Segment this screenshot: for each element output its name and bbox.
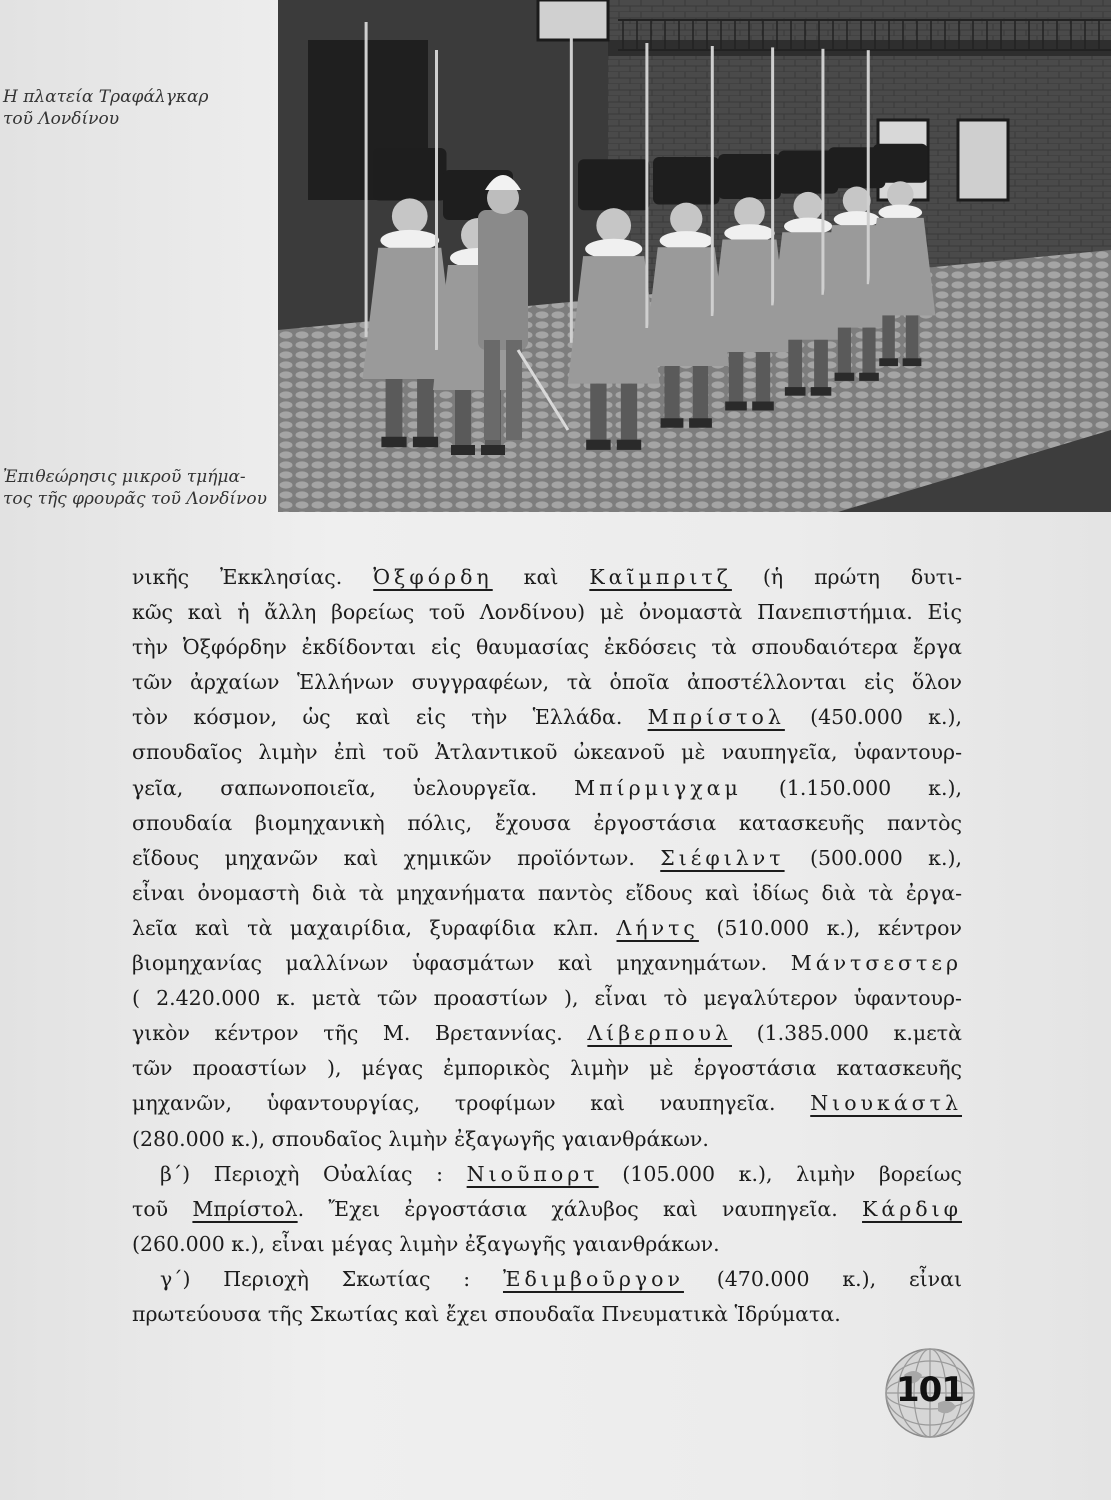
text-segment: . Ἔχει ἐργοστάσια χάλυβος καὶ ναυπηγεῖα.	[297, 1196, 863, 1221]
text-segment: σπουδαία βιομηχανικὴ πόλις, ἔχουσα ἐργοστάσια κατασκευῆς παντὸς	[132, 810, 962, 835]
place-name: Σιέφιλντ	[660, 845, 785, 870]
text-line	[132, 700, 962, 735]
text-segment: πρωτεύουσα τῆς Σκωτίας καὶ ἔχει σπουδαῖα Πνευματικὰ Ἱδρύματα.	[132, 1301, 841, 1326]
text-segment: βιομηχανίας μαλλίνων ὑφασμάτων καὶ μηχανημάτων.	[132, 951, 791, 976]
text-segment: κῶς καὶ ἡ ἄλλη βορείως τοῦ Λονδίνου) μὲ ὀνομαστὰ Πανεπιστήμια. Εἰς	[132, 600, 962, 625]
page-number: 101	[896, 1370, 964, 1410]
caption-line: Ἐπιθεώρησις μικροῦ τμήμα-	[3, 467, 246, 487]
text-line	[132, 735, 962, 770]
caption-line: Η πλατεία Τραφάλγκαρ	[3, 87, 209, 107]
text-line	[132, 911, 962, 946]
place-name: Μπίρμιγχαμ	[574, 775, 742, 800]
text-segment: καὶ	[492, 565, 590, 589]
text-segment: (ἡ πρώτη δυτι-	[731, 565, 962, 589]
text-line	[132, 1192, 962, 1227]
place-name: Καῖμπριτζ	[589, 565, 732, 589]
place-name: Μάντσεστερ	[790, 951, 962, 976]
text-segment: (450.000 κ.),	[784, 705, 962, 730]
photo-caption-top	[3, 86, 273, 130]
text-segment: τὸν κόσμον, ὡς καὶ εἰς τὴν Ἑλλάδα.	[132, 705, 648, 730]
place-name: Ἐδιμβοῦργον	[502, 1266, 684, 1291]
photo-caption-bottom	[3, 466, 288, 510]
text-line	[132, 665, 962, 700]
text-line	[132, 1227, 962, 1262]
text-segment: (280.000 κ.), σπουδαῖος λιμὴν ἐξαγωγῆς γαιανθράκων.	[132, 1126, 709, 1151]
text-segment: (500.000 κ.),	[784, 845, 962, 870]
caption-line: τος τῆς φρουρᾶς τοῦ Λονδίνου	[3, 489, 267, 509]
text-line	[132, 841, 962, 876]
text-segment: εἶναι ὀνομαστὴ διὰ τὰ μηχανήματα παντὸς εἴδους καὶ ἰδίως διὰ τὰ ἐργα-	[132, 880, 962, 905]
text-line	[132, 946, 962, 981]
text-segment: λεῖα καὶ τὰ μαχαιρίδια, ξυραφίδια κλπ.	[132, 915, 617, 940]
place-name: Μπρίστολ	[647, 705, 785, 730]
text-line	[132, 1016, 962, 1051]
place-name: Λήντς	[616, 915, 699, 940]
text-segment: (470.000 κ.), εἶναι	[683, 1266, 962, 1291]
place-name: Ὀξφόρδη	[373, 565, 493, 589]
text-line	[132, 876, 962, 911]
text-segment: (1.385.000 κ.μετὰ	[732, 1021, 962, 1046]
text-segment: γικὸν κέντρον τῆς Μ. Βρεταννίας.	[132, 1021, 588, 1046]
text-segment: (510.000 κ.), κέντρον	[698, 915, 962, 940]
text-line	[132, 771, 962, 806]
text-segment: β΄) Περιοχὴ Οὐαλίας :	[160, 1161, 467, 1186]
text-line	[132, 595, 962, 630]
place-name: Λίβερπουλ	[587, 1021, 732, 1046]
text-line	[132, 630, 962, 665]
text-segment: ( 2.420.000 κ. μετὰ τῶν προαστίων ), εἶναι τὸ μεγαλύτερον ὑφαντουρ-	[132, 986, 962, 1011]
text-segment: τῶν προαστίων ), μέγας ἐμπορικὸς λιμὴν μὲ ἐργοστάσια κατασκευῆς	[132, 1056, 962, 1081]
text-segment: σπουδαῖος λιμὴν ἐπὶ τοῦ Ἀτλαντικοῦ ὠκεανοῦ μὲ ναυπηγεῖα, ὑφαντουρ-	[132, 740, 962, 765]
text-segment: τοῦ	[132, 1196, 193, 1221]
text-line	[132, 1157, 962, 1192]
text-segment: Μπρίστολ	[192, 1196, 298, 1221]
text-segment: γεῖα, σαπωνοποιεῖα, ὑελουργεῖα.	[132, 775, 575, 800]
text-segment: τῶν ἀρχαίων Ἑλλήνων συγγραφέων, τὰ ὁποῖα ἀποστέλλονται εἰς ὅλον	[132, 670, 962, 695]
text-segment: (1.150.000 κ.),	[741, 775, 962, 800]
guards-inspection-photo	[278, 0, 1111, 512]
place-name: Νιουκάστλ	[810, 1091, 962, 1116]
text-line	[132, 1051, 962, 1086]
text-segment: τὴν Ὀξφόρδην ἐκδίδονται εἰς θαυμασίας ἐκδόσεις τὰ σπουδαιότερα ἔργα	[132, 635, 962, 660]
text-segment: μηχανῶν, ὑφαντουργίας, τροφίμων καὶ ναυπηγεῖα.	[132, 1091, 811, 1116]
caption-line: τοῦ Λονδίνου	[3, 109, 120, 129]
text-line	[132, 981, 962, 1016]
body-paragraph	[132, 560, 962, 1332]
text-line	[132, 1262, 962, 1297]
text-segment: εἴδους μηχανῶν καὶ χημικῶν προϊόντων.	[132, 845, 661, 870]
place-name: Κάρδιφ	[862, 1196, 962, 1221]
place-name: Νιοῦπορτ	[466, 1161, 599, 1186]
photo-illustration	[278, 0, 1111, 512]
text-line	[132, 1122, 962, 1157]
text-line	[132, 1297, 962, 1332]
text-line	[132, 560, 962, 595]
text-segment: (260.000 κ.), εἶναι μέγας λιμὴν ἐξαγωγῆς γαιανθράκων.	[132, 1231, 720, 1256]
text-segment: νικῆς Ἐκκλησίας.	[132, 565, 374, 589]
text-line	[132, 1086, 962, 1121]
text-segment: γ΄) Περιοχὴ Σκωτίας :	[160, 1266, 503, 1291]
text-line	[132, 806, 962, 841]
text-segment: (105.000 κ.), λιμὴν βορείως	[598, 1161, 962, 1186]
